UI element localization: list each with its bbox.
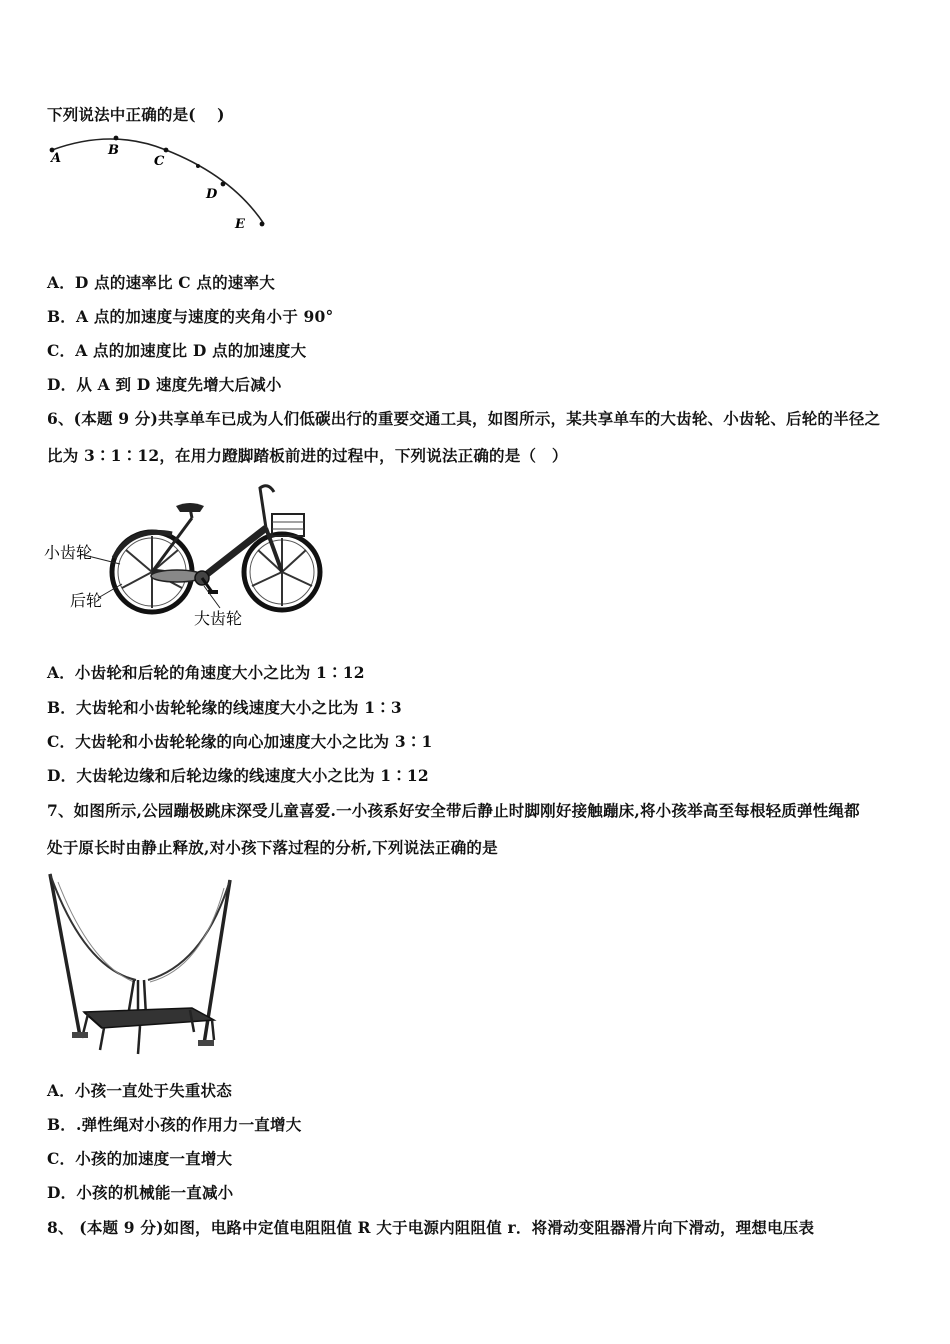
label-big-gear: 大齿轮 bbox=[194, 609, 243, 628]
q7-option-a: A．小孩一直处于失重状态 bbox=[47, 1081, 232, 1100]
q5-option-a: A．D 点的速率比 C 点的速率大 bbox=[47, 273, 275, 292]
q5-option-c: C．A 点的加速度比 D 点的加速度大 bbox=[47, 341, 307, 360]
label-small-gear: 小齿轮 bbox=[44, 543, 93, 562]
label-rear-wheel: 后轮 bbox=[70, 591, 103, 610]
q5-trajectory-figure bbox=[42, 128, 282, 238]
q6-bicycle-figure bbox=[42, 478, 332, 638]
q7-stem-line2: 处于原长时由静止释放,对小孩下落过程的分析,下列说法正确的是 bbox=[47, 838, 498, 857]
trampoline-bed bbox=[84, 1008, 214, 1028]
q7-option-c: C．小孩的加速度一直增大 bbox=[47, 1149, 233, 1168]
left-rope bbox=[50, 874, 136, 980]
q6-stem-line1: 6、(本题 9 分)共享单车已成为人们低碳出行的重要交通工具，如图所示，某共享单车的大齿轮、小齿轮、后轮的半径之 bbox=[47, 409, 881, 428]
point-b bbox=[114, 136, 119, 141]
q7-trampoline-figure bbox=[44, 868, 234, 1063]
q6-option-a: A．小齿轮和后轮的角速度大小之比为 1∶12 bbox=[47, 663, 365, 682]
q7-stem-line1: 7、如图所示,公园蹦极跳床深受儿童喜爱.一小孩系好安全带后静止时脚刚好接触蹦床,将小孩举高至每根轻质弹性绳都 bbox=[47, 801, 860, 820]
q7-option-d: D．小孩的机械能一直减小 bbox=[47, 1183, 234, 1202]
label-d: D bbox=[206, 187, 218, 202]
q7-option-b: B．.弹性绳对小孩的作用力一直增大 bbox=[47, 1115, 302, 1134]
q6-option-b: B．大齿轮和小齿轮轮缘的线速度大小之比为 1∶3 bbox=[47, 698, 402, 717]
q8-stem-line1: 8、 (本题 9 分)如图，电路中定值电阻阻值 R 大于电源内阻阻值 r．将滑动变阻器滑片向下滑动，理想电压表 bbox=[47, 1218, 815, 1237]
label-e: E bbox=[235, 217, 245, 232]
q5-option-d: D．从 A 到 D 速度先增大后减小 bbox=[47, 375, 282, 394]
label-a: A bbox=[51, 151, 62, 166]
label-c: C bbox=[154, 154, 165, 169]
q5-stem: 下列说法中正确的是( ) bbox=[47, 105, 225, 124]
point-d bbox=[221, 182, 226, 187]
label-b: B bbox=[108, 143, 119, 158]
q5-option-b: B．A 点的加速度与速度的夹角小于 90° bbox=[47, 307, 334, 326]
q6-stem-line2: 比为 3∶1∶12，在用力蹬脚踏板前进的过程中，下列说法正确的是（ ） bbox=[47, 446, 568, 465]
q6-option-d: D．大齿轮边缘和后轮边缘的线速度大小之比为 1∶12 bbox=[47, 766, 429, 785]
point-mid bbox=[196, 164, 200, 168]
trajectory-curve bbox=[52, 139, 264, 224]
point-c bbox=[164, 148, 169, 153]
q6-option-c: C．大齿轮和小齿轮轮缘的向心加速度大小之比为 3∶1 bbox=[47, 732, 433, 751]
seat bbox=[176, 503, 204, 512]
point-e bbox=[260, 222, 265, 227]
